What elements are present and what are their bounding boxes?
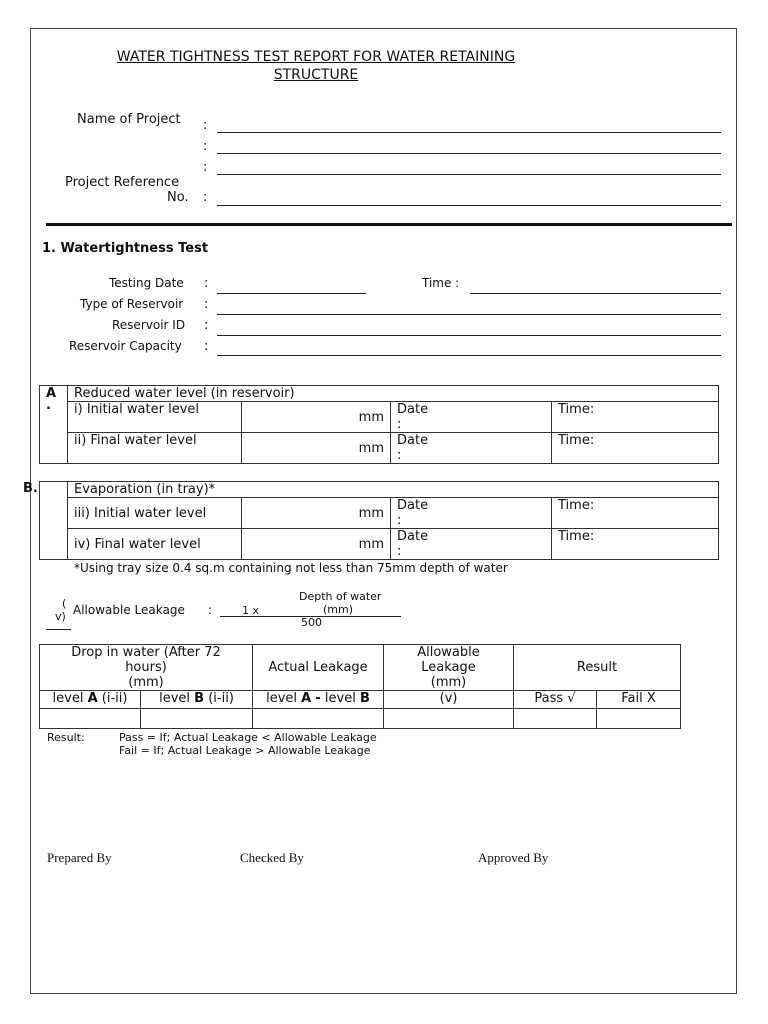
time-label: Time : [422,276,460,290]
project-reference-field[interactable] [217,205,721,206]
table-b-row2-date[interactable]: Date : [391,529,552,560]
colon: : [204,297,209,312]
formula-numerator-2: (mm) [323,603,354,616]
reservoir-id-field[interactable] [217,335,721,336]
report-title-line2: STRUCTURE [273,67,359,83]
subheader-a-minus-b: level A - level B [253,691,384,709]
table-a-marker: A . [40,386,68,464]
colon: : [204,339,209,354]
name-of-project-label: Name of Project [77,112,181,127]
header-actual-leakage: Actual Leakage [253,645,384,691]
formula-v-underline [46,629,71,630]
cell-pass[interactable] [514,709,597,729]
table-b-row1-time[interactable]: Time: [552,498,719,529]
project-reference-label-1: Project Reference [65,175,180,190]
result-fail-line: Fail = If; Actual Leakage > Allowable Leakage [119,744,371,757]
subheader-level-a: level A (i-ii) [40,691,141,709]
formula-denominator: 500 [301,616,322,629]
table-b [39,481,719,560]
testing-date-label: Testing Date [109,276,184,290]
table-b-row2-label: iv) Final water level [68,529,242,560]
type-of-reservoir-field[interactable] [217,314,721,315]
subheader-level-b: level B (i-ii) [141,691,253,709]
results-table [39,644,681,729]
table-a-heading: Reduced water level (in reservoir) [68,386,719,402]
colon: : [204,318,209,333]
checked-by-label: Checked By [240,850,304,865]
table-a-row2-date[interactable]: Date : [391,433,552,464]
colon: : [203,160,208,175]
formula-label: Allowable Leakage [73,603,185,617]
table-b-row2-unit[interactable]: mm [242,529,391,560]
section-1-heading: 1. Watertightness Test [42,241,209,256]
cell-allowable-leakage[interactable] [384,709,514,729]
name-of-project-field-2[interactable] [217,153,721,154]
reservoir-capacity-label: Reservoir Capacity [69,339,182,353]
cell-level-b[interactable] [141,709,253,729]
formula-paren: ( [62,597,67,610]
subheader-fail: Fail X [597,691,681,709]
result-pass-line: Pass = If; Actual Leakage < Allowable Leakage [119,731,377,744]
cell-level-a[interactable] [40,709,141,729]
table-a [39,385,719,464]
reservoir-id-label: Reservoir ID [112,318,186,332]
table-b-row1-label: iii) Initial water level [68,498,242,529]
table-b-marker: B. [23,481,38,496]
result-notes-label: Result: [47,731,85,744]
formula-multiplier: 1 x [242,604,260,617]
testing-date-field[interactable] [217,293,366,294]
table-a-row2-time[interactable]: Time: [552,433,719,464]
table-a-row2-unit[interactable]: mm [242,433,391,464]
subheader-pass: Pass √ [514,691,597,709]
type-of-reservoir-label: Type of Reservoir [80,297,184,311]
evaporation-footnote: *Using tray size 0.4 sq.m containing not less than 75mm depth of water [74,561,508,575]
formula-numerator-1: Depth of water [299,590,382,603]
prepared-by-label: Prepared By [47,850,112,865]
table-b-row1-date[interactable]: Date : [391,498,552,529]
report-title-line1: WATER TIGHTNESS TEST REPORT FOR WATER RETAINING [116,49,516,65]
colon: : [203,190,208,205]
header-result: Result [514,645,681,691]
formula-colon: : [208,603,213,617]
cell-fail[interactable] [597,709,681,729]
table-a-row2-label: ii) Final water level [68,433,242,464]
reservoir-capacity-field[interactable] [217,355,721,356]
approved-by-label: Approved By [478,850,549,865]
table-a-row1-time[interactable]: Time: [552,402,719,433]
table-a-row1-unit[interactable]: mm [242,402,391,433]
header-allowable-leakage: Allowable Leakage (mm) [384,645,514,691]
table-b-row2-time[interactable]: Time: [552,529,719,560]
header-drop-in-water: Drop in water (After 72 hours) (mm) [40,645,253,691]
formula-v-label: v) [55,610,66,623]
table-b-row1-unit[interactable]: mm [242,498,391,529]
cell-actual-leakage[interactable] [253,709,384,729]
table-b-heading: Evaporation (in tray)* [68,482,719,498]
table-a-row1-label: i) Initial water level [68,402,242,433]
table-a-row1-date[interactable]: Date : [391,402,552,433]
name-of-project-field-1[interactable] [217,132,721,133]
colon: : [203,118,208,133]
table-b-marker-cell [40,482,68,560]
name-of-project-field-3[interactable] [217,174,721,175]
section-divider [46,223,732,226]
colon: : [203,139,208,154]
project-reference-label-2: No. [167,190,189,205]
time-field[interactable] [470,293,721,294]
subheader-v: (v) [384,691,514,709]
colon: : [204,276,209,291]
